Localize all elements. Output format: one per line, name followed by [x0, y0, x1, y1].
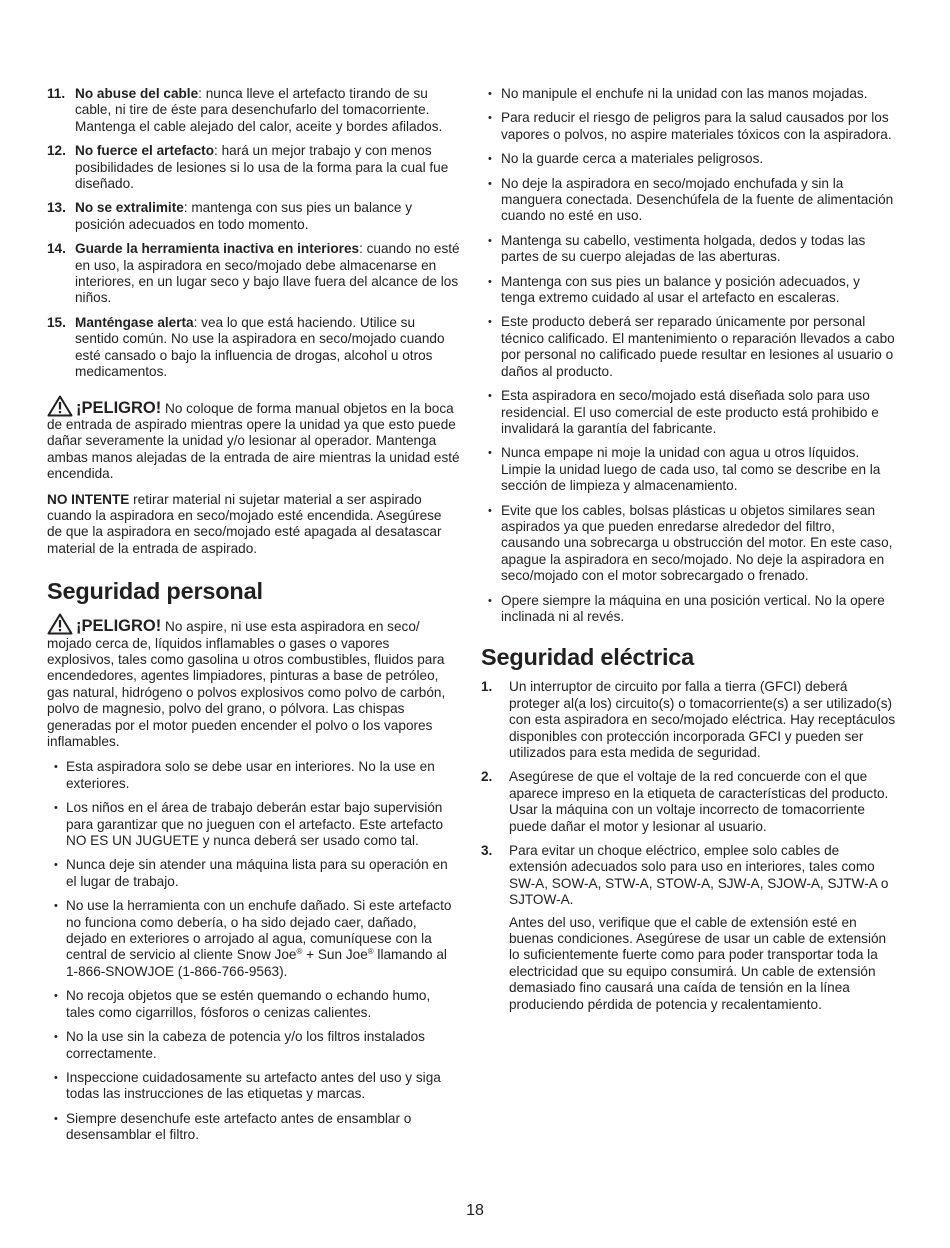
list-item: • No deje la aspiradora en seco/mojado enchufada y sin la manguera conectada. Desenchúfela de la fuente de alimentación cuando no esté en uso. [481, 176, 896, 225]
no-intente-label: NO INTENTE [47, 491, 130, 507]
section-heading-personal: Seguridad personal [47, 578, 263, 605]
list-item [481, 843, 896, 909]
right-column [481, 86, 896, 1013]
list-item [47, 241, 460, 307]
left-column [47, 86, 460, 1152]
registered-mark: ® [367, 947, 374, 957]
electrical-safety-list [481, 679, 896, 908]
item-text: + Sun Joe [302, 947, 368, 963]
list-item: • Inspeccione cuidadosamente su artefacto antes del uso y siga todas las instrucciones de las etiquetas y marcas. [47, 1070, 460, 1103]
section-heading-electrical: Seguridad eléctrica [481, 644, 695, 671]
list-item: • No la use sin la cabeza de potencia y/o los filtros instalados correctamente. [47, 1029, 460, 1062]
item-text: : hará un mejor trabajo y con menos posibilidades de lesiones si lo usa de la forma para la cual fue diseñado. [75, 143, 449, 192]
list-item [47, 200, 460, 233]
item-number: 14. [47, 241, 66, 257]
list-item [47, 143, 460, 192]
list-item: • No recoja objetos que se estén quemando o echando humo, tales como cigarrillos, fósforos o cenizas calientes. [47, 988, 460, 1021]
danger-warning [47, 613, 460, 750]
danger-label: ¡PELIGRO! [76, 617, 162, 636]
danger-warning [47, 395, 460, 483]
item-title: Guarde la herramienta inactiva en interiores [75, 241, 360, 257]
registered-mark: ® [296, 947, 303, 957]
list-item: • Nunca empape ni moje la unidad con agua u otros líquidos. Limpie la unidad luego de cada uso, tal como se describe en la sección de limpieza y almacenamiento. [481, 445, 896, 494]
list-item [481, 679, 896, 761]
list-item: • Mantenga con sus pies un balance y posición adecuados, y tenga extremo cuidado al usar el artefacto en escaleras. [481, 274, 896, 307]
item-number: 2. [481, 769, 493, 785]
item-text: llamando al 1-866-SNOWJOE (1-866-766-9563). [66, 947, 447, 979]
item-text: Un interruptor de circuito por falla a tierra (GFCI) deberá proteger al(a los) circuito(s) o tomacorriente(s) a ser utilizado(s) con esta aspiradora en seco/mojado eléctrica. Hay receptáculos disponibles con protección incorporada GFCI y pueden ser utilizados para esta medida de seguridad. [509, 679, 896, 760]
list-item: • Evite que los cables, bolsas plásticas u objetos similares sean aspirados ya que pueden enredarse alrededor del filtro, causando una sobrecarga u obstrucción del motor. En este caso, apague la aspiradora en seco/mojado. No deje la aspiradora en seco/mojado con el motor sobrecargado o frenado. [481, 503, 896, 585]
danger-text: No coloque de forma manual objetos en la boca de entrada de aspirado mientras opere la unidad ya que esto puede dañar severamente la unidad y/o lesionar al operador. Mantenga ambas manos alejadas de la entrada de aire mientras la unidad esté encendida. [47, 400, 460, 482]
item-text: No use la herramienta con un enchufe dañado. Si este artefacto no funciona como debería, o ha sido dejado caer, dañado, dejado en exteriores o arrojado al agua, comuníquese con la central de servicio al cliente Snow Joe [66, 898, 452, 963]
item-title: Manténgase alerta [75, 314, 194, 330]
general-safety-list [481, 86, 896, 625]
warning-triangle-icon [47, 613, 73, 635]
safety-rules-list [47, 86, 460, 381]
item-text: : vea lo que está haciendo. Utilice su sentido común. No use la aspiradora en seco/mojado cuando esté cansado o bajo la influencia de drogas, alcohol u otros medicamentos. [75, 314, 445, 380]
item-text: : cuando no esté en uso, la aspiradora en seco/mojado debe almacenarse en interiores, en un lugar seco y bajo llave fuera del alcance de los niños. [75, 241, 460, 306]
list-item [47, 898, 460, 980]
extension-cord-paragraph: Antes del uso, verifique que el cable de extensión esté en buenas condiciones. Asegúrese de usar un cable de extensión lo suficientemente fuerte como para poder transportar toda la electricidad que su equipo consumirá. Un cable de extensión demasiado fino causará una caída de tensión en la línea produciendo pérdida de potencia y recalentamiento. [509, 914, 887, 1012]
item-number: 15. [47, 314, 66, 330]
warning-triangle-icon [47, 395, 73, 417]
list-item: • Los niños en el área de trabajo deberán estar bajo supervisión para garantizar que no jueguen con el artefacto. Este artefacto NO ES UN JUGUETE y nunca deberá ser usado como tal. [47, 800, 460, 849]
item-text: : nunca lleve el artefacto tirando de su cable, ni tire de éste para desenchufarlo del tomacorriente. Mantenga el cable alejado del calor, aceite y bordes afilados. [75, 86, 443, 134]
danger-label: ¡PELIGRO! [76, 398, 162, 417]
item-number: 3. [481, 843, 493, 859]
list-item: • Siempre desenchufe este artefacto antes de ensamblar o desensamblar el filtro. [47, 1111, 460, 1144]
item-text: : mantenga con sus pies un balance y posición adecuados en todo momento. [75, 200, 413, 232]
list-item: • No la guarde cerca a materiales peligrosos. [481, 151, 896, 167]
page-number: 18 [466, 1202, 484, 1219]
item-text: Para evitar un choque eléctrico, emplee solo cables de extensión adecuados solo para uso en interiores, tales como SW-A, SOW-A, STW-A, STOW-A, SJW-A, SJOW-A, SJTW-A o SJTOW-A. [509, 843, 889, 908]
danger-text: No aspire, ni use esta aspiradora en seco/ mojado cerca de, líquidos inflamables o gases o vapores explosivos, tales como gasolina u otros combustibles, fluidos para encendedores, agentes limpiadores, pinturas a base de petróleo, gas natural, hidrógeno o polvos explosivos como polvo de carbón, polvo de magnesio, polvo del grano, o pólvora. Las chispas generadas por el motor pueden encender el polvo o los vapores inflamables. [47, 619, 446, 749]
item-title: No se extralimite [75, 200, 184, 216]
list-item: • Opere siempre la máquina en una posición vertical. No la opere inclinada ni al revés. [481, 593, 896, 626]
item-number: 12. [47, 143, 66, 159]
list-item: • Este producto deberá ser reparado únicamente por personal técnico calificado. El mantenimiento o reparación llevados a cabo por personal no calificado puede resultar en lesiones al usuario o daños al producto. [481, 314, 896, 380]
list-item [47, 86, 460, 135]
item-number: 11. [47, 86, 66, 101]
personal-safety-list [47, 759, 460, 1143]
item-title: No fuerce el artefacto [75, 143, 215, 159]
no-intente-text: retirar material ni sujetar material a ser aspirado cuando la aspiradora en seco/mojado esté encendida. Asegúrese de que la aspiradora en seco/mojado esté apagada al desatascar material de la entrada de aspirado. [47, 491, 442, 556]
item-title: No abuse del cable [75, 86, 199, 101]
item-number: 13. [47, 200, 66, 216]
list-item [47, 315, 460, 381]
list-item: • No manipule el enchufe ni la unidad con las manos mojadas. [481, 86, 896, 102]
item-text: Asegúrese de que el voltaje de la red concuerde con el que aparece impreso en la etiqueta de características del producto. Usar la máquina con un voltaje incorrecto de tomacorriente puede dañar el motor y lesionar al usuario. [509, 769, 889, 834]
list-item: • Mantenga su cabello, vestimenta holgada, dedos y todas las partes de su cuerpo alejadas de las aberturas. [481, 233, 896, 266]
list-item: • Esta aspiradora solo se debe usar en interiores. No la use en exteriores. [47, 759, 460, 792]
list-item [481, 769, 896, 835]
no-intente-paragraph [47, 492, 460, 558]
list-item: • Para reducir el riesgo de peligros para la salud causados por los vapores o polvos, no aspire materiales tóxicos con la aspiradora. [481, 110, 896, 143]
item-number: 1. [481, 679, 493, 695]
list-item: • Nunca deje sin atender una máquina lista para su operación en el lugar de trabajo. [47, 857, 460, 890]
list-item: • Esta aspiradora en seco/mojado está diseñada solo para uso residencial. El uso comercial de este producto está prohibido e invalidará la garantía del fabricante. [481, 388, 896, 437]
